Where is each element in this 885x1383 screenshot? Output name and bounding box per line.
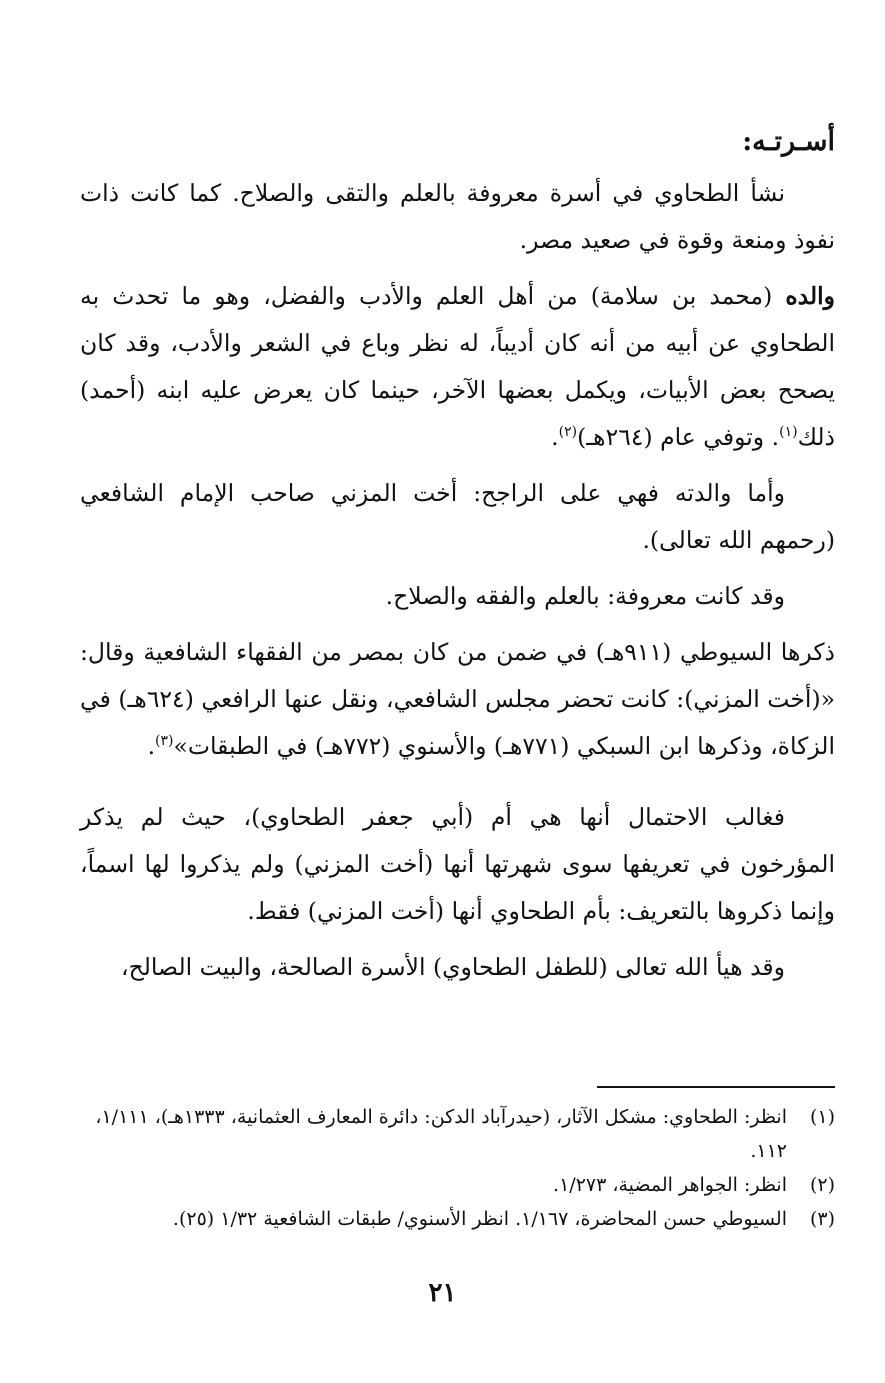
paragraph-text: وقد كانت معروفة: بالعلم والفقه والصلاح. xyxy=(385,582,785,610)
footnote-item xyxy=(80,1168,835,1202)
paragraph-text: وأما والدته فهي على الراجح: أخت المزني صاحب الإمام الشافعي (رحمهم الله تعالى). xyxy=(80,479,835,554)
footnote-divider xyxy=(597,1086,835,1088)
paragraph-probability xyxy=(80,794,835,935)
paragraph-text: نشأ الطحاوي في أسرة معروفة بالعلم والتقى والصلاح. كما كانت ذات نفوذ ومنعة وقوة في صعيد مصر. xyxy=(80,179,835,254)
paragraph-text-tail: . وتوفي عام (٢٦٤هـ) xyxy=(577,423,780,451)
footnote-text: انظر: الطحاوي: مشكل الآثار، (حيدرآباد الدكن: دائرة المعارف العثمانية، ١٣٣٣هـ)، ١/١١١، ١١٢. xyxy=(95,1106,787,1162)
paragraph-family-intro xyxy=(80,170,835,264)
section-heading: أسـرتـه: xyxy=(742,126,835,157)
footnote-item xyxy=(80,1100,835,1168)
paragraph-mother-known xyxy=(80,573,835,620)
footnote-number: (٣) xyxy=(809,1208,835,1230)
paragraph-suyuti xyxy=(80,629,835,770)
paragraph-upbringing xyxy=(80,944,835,991)
paragraph-text: فغالب الاحتمال أنها هي أم (أبي جعفر الطحاوي)، حيث لم يذكر المؤرخون في تعريفها سوى شهرتها أنها (أخت المزني) ولم يذكروا لها اسماً، وإنما ذكروها بالتعريف: بأم الطحاوي أنها (أخت المزني) فقط. xyxy=(80,803,835,925)
paragraph-mother xyxy=(80,470,835,564)
paragraph-lead: والده xyxy=(785,282,835,310)
page-body xyxy=(80,118,835,1000)
page-number: ٢١ xyxy=(428,1278,457,1308)
paragraph-father xyxy=(80,273,835,461)
footnote-ref-1[interactable]: (١) xyxy=(779,424,798,441)
paragraph-text: وقد هيأ الله تعالى (للطفل الطحاوي) الأسرة الصالحة، والبيت الصالح، xyxy=(120,953,785,981)
footnote-ref-3[interactable]: (٣) xyxy=(155,733,174,750)
paragraph-end: . xyxy=(551,423,559,451)
footnote-number: (١) xyxy=(809,1106,835,1128)
footnotes-section xyxy=(80,1086,835,1236)
footnote-ref-2[interactable]: (٢) xyxy=(558,424,578,441)
footnote-number: (٢) xyxy=(809,1174,835,1196)
paragraph-end: . xyxy=(147,732,156,760)
paragraph-text: ذكرها السيوطي (٩١١هـ) في ضمن من كان بمصر من الفقهاء الشافعية وقال: «(أخت المزني): كانت تحضر مجلس الشافعي، ونقل عنها الرافعي (٦٢٤هـ) في الزكاة، وذكرها ابن السبكي (٧٧١هـ) والأسنوي (٧٧٢هـ) في الطبقات» xyxy=(80,638,835,760)
footnote-text: انظر: الجواهر المضية، ١/٢٧٣. xyxy=(553,1174,787,1196)
footnote-text: السيوطي حسن المحاضرة، ١/١٦٧. انظر الأسنوي/ طبقات الشافعية ١/٣٢ (٢٥). xyxy=(172,1208,787,1230)
footnote-item xyxy=(80,1202,835,1236)
paragraph-text: (محمد بن سلامة) من أهل العلم والأدب والفضل، وهو ما تحدث به الطحاوي عن أبيه من أنه كان أديباً، له نظر وباع في الشعر والأدب، وقد كان يصحح بعض الأبيات، ويكمل بعضها الآخر، حينما كان يعرض عليه ابنه (أحمد) ذلك xyxy=(80,282,835,451)
